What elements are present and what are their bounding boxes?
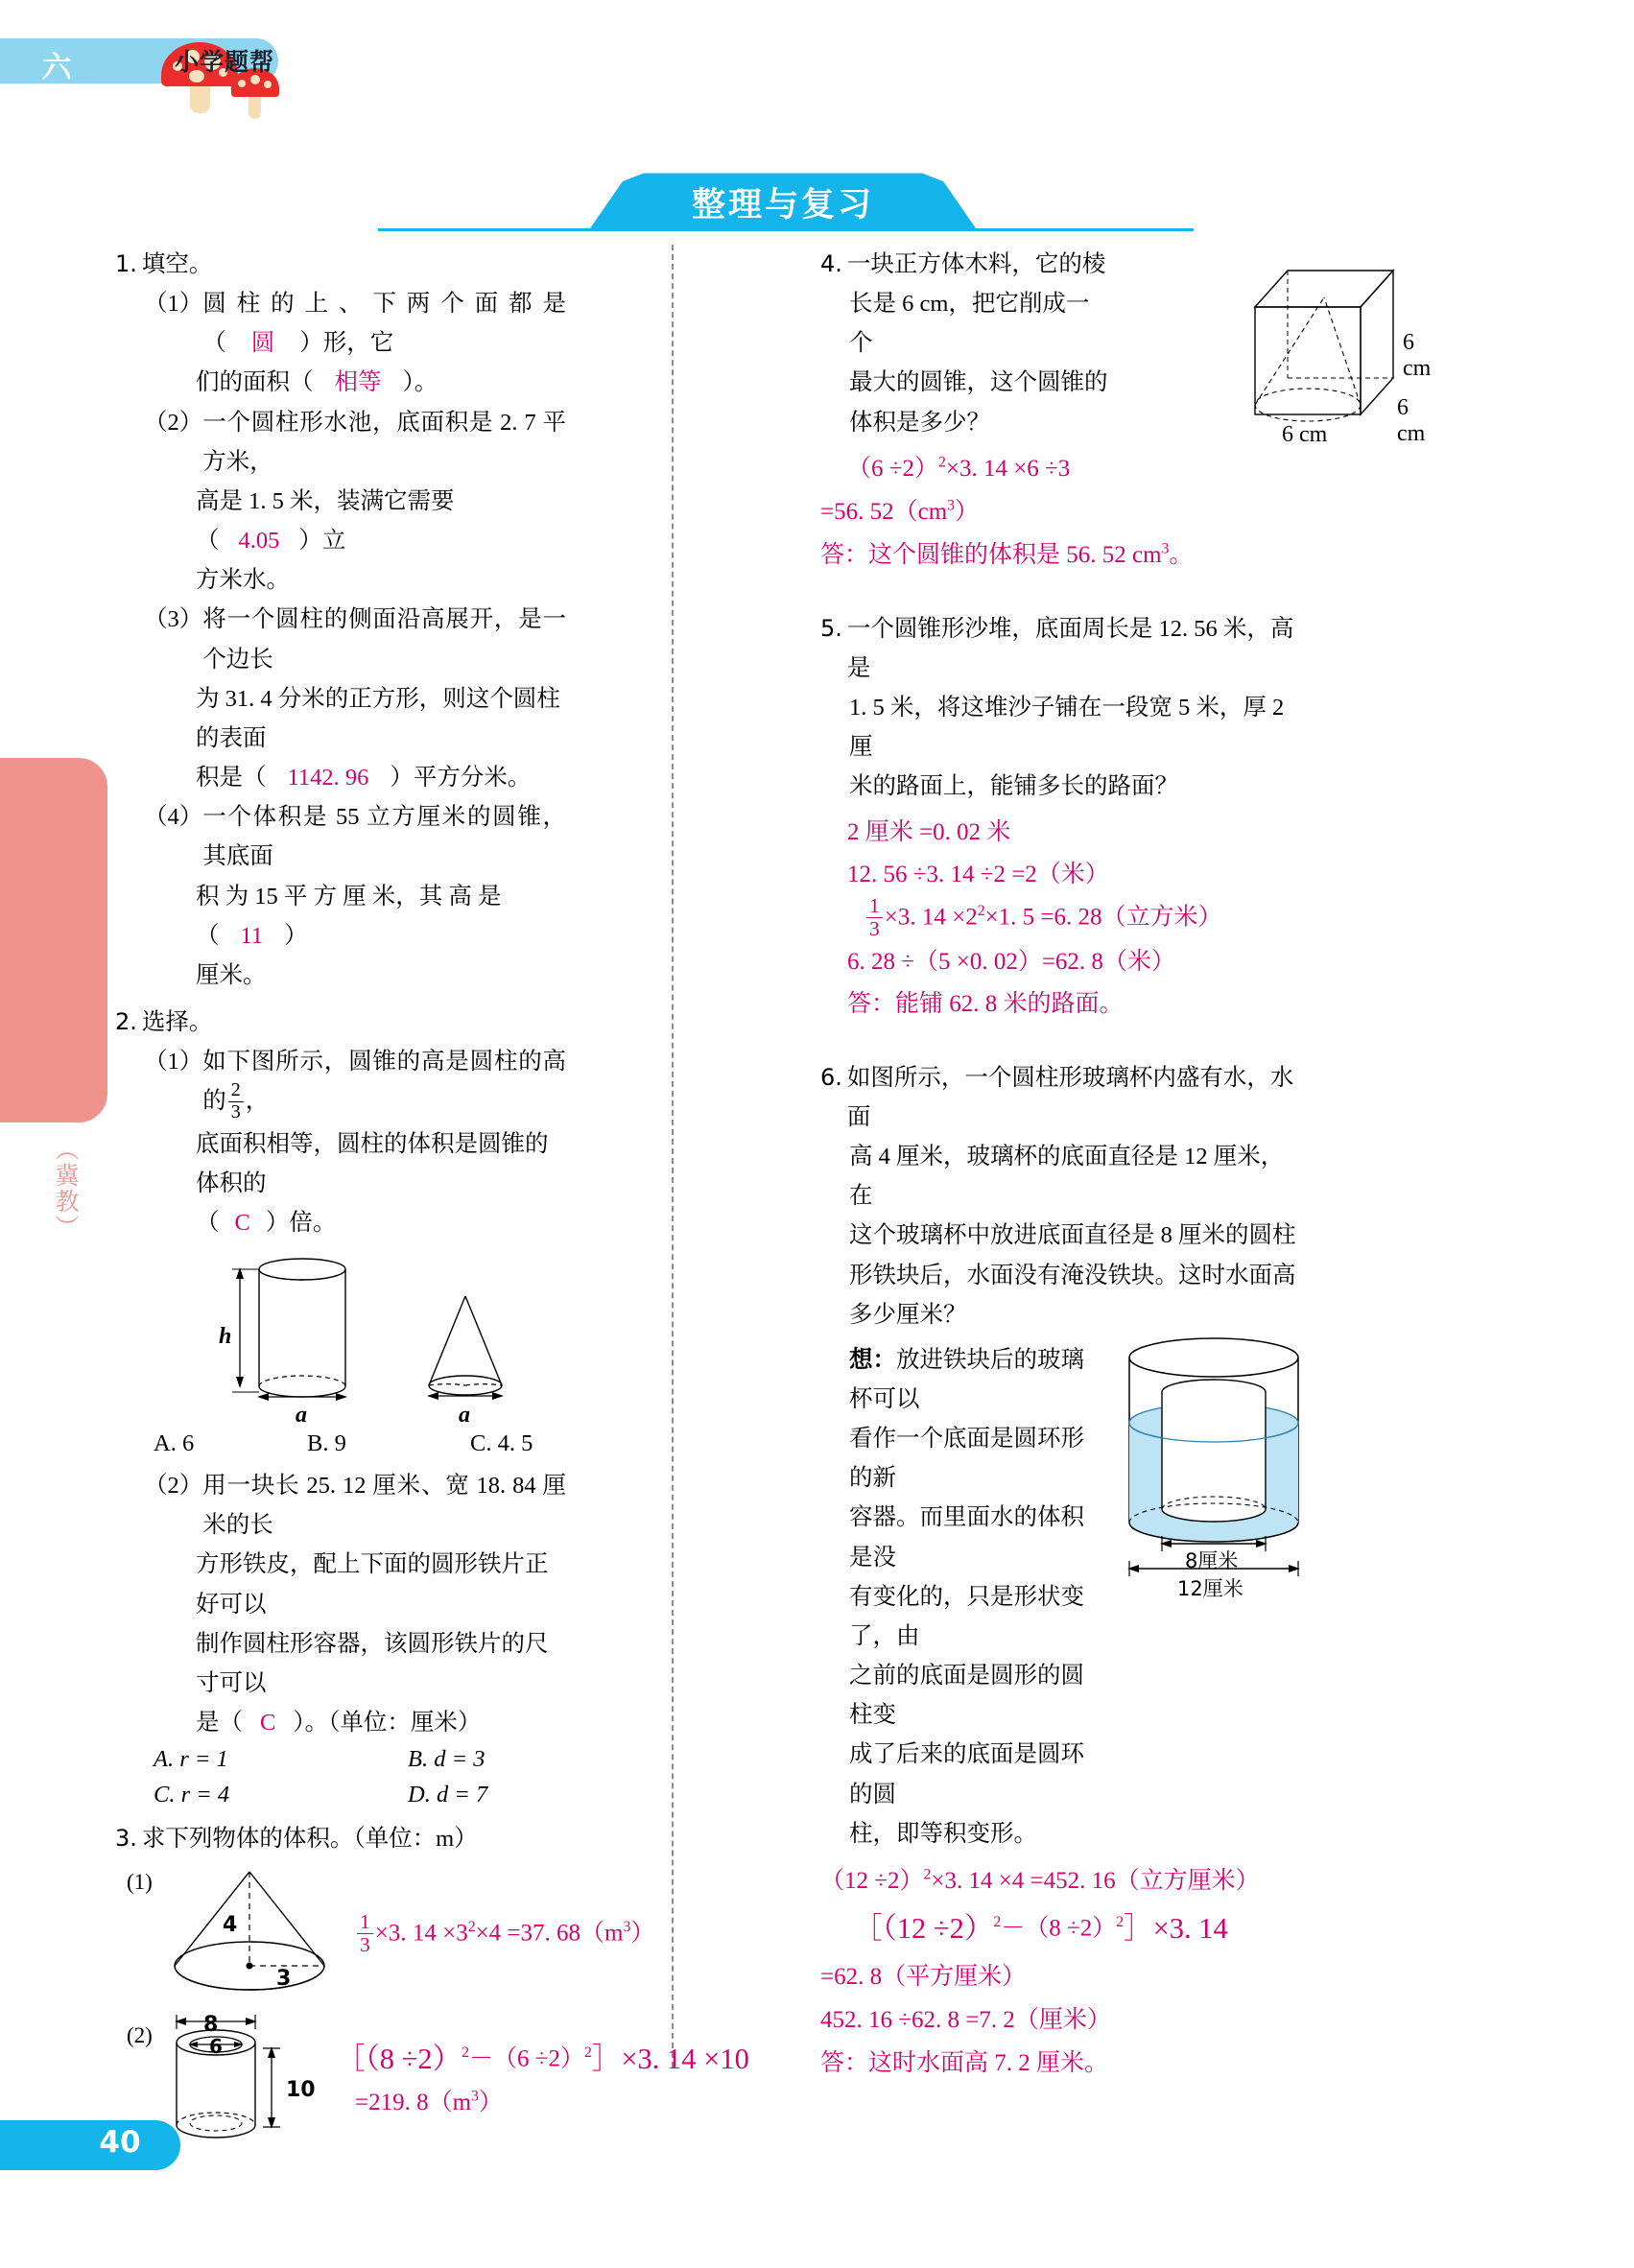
fraction-denominator: 3 xyxy=(866,917,883,940)
item-label: （1） xyxy=(144,291,203,318)
line2-b: ）。 xyxy=(402,369,438,396)
question-5-solution-line-3 xyxy=(864,893,1300,941)
cube-depth-label: 6 cm xyxy=(1397,395,1426,446)
item-label: （3） xyxy=(144,606,203,633)
question-2-item-2-line4 xyxy=(196,1703,566,1742)
right-column xyxy=(820,245,1300,2089)
question-2-number: 2. xyxy=(115,1007,137,1035)
solution-line2-end: ） xyxy=(478,2089,503,2115)
item-label: （4） xyxy=(144,804,203,831)
line3-a: （ xyxy=(196,1210,220,1237)
sol1-a: （6 ÷2） xyxy=(847,455,938,482)
question-6-solution-line-5: 答：这时水面高 7. 2 厘米。 xyxy=(820,2049,1109,2076)
page-number: 40 xyxy=(99,2125,141,2160)
item-line-1 xyxy=(202,1042,566,1124)
sol2-exp-1: 2 xyxy=(993,1913,1002,1930)
question-2-item-2-options-row1 xyxy=(154,1742,566,1778)
grade-tab xyxy=(0,758,107,1122)
think-label: 想： xyxy=(849,1346,896,1373)
solution-tail-exponent: 3 xyxy=(623,1918,631,1935)
question-3-title: 求下列物体的体积。（单位：m） xyxy=(141,1825,478,1852)
question-6-line-5: 多少厘米？ xyxy=(849,1301,967,1328)
line2-a: 们的面积（ xyxy=(196,369,314,396)
cube-height-label: 6 cm xyxy=(1403,330,1432,381)
question-2-item-1-line2: 底面积相等，圆柱的体积是圆锥的体积的 xyxy=(196,1130,549,1196)
fraction-one-third xyxy=(866,895,883,940)
fraction-numerator: 1 xyxy=(869,893,880,917)
question-6 xyxy=(820,1058,1300,2085)
solution-close: ］×3. 14 ×10 xyxy=(591,2042,749,2075)
question-1-item-4-line3: 厘米。 xyxy=(196,961,267,988)
solution-exponent: 2 xyxy=(467,1918,476,1935)
question-5-solution-line-5: 答：能铺 62. 8 米的路面。 xyxy=(847,991,1124,1017)
question-5-line-2: 1. 5 米，将这堆沙子铺在一段宽 5 米，厚 2 厘 xyxy=(849,694,1285,760)
solution-exp-1: 2 xyxy=(462,2044,469,2061)
item-line-1: 将一个圆柱的侧面沿高展开，是一个边长 xyxy=(202,606,566,673)
item-text-a: 圆柱的上、下两个面都是（ xyxy=(202,291,566,357)
brand-name: 小学题帮 xyxy=(175,48,275,76)
edition-label: （冀教） xyxy=(52,1137,80,1240)
item-line-1: 一个体积是 55 立方厘米的圆锥，其底面 xyxy=(202,804,566,870)
solution-expr: ×3. 14 ×3 xyxy=(374,1920,468,1947)
question-4-solution-line-3 xyxy=(820,533,1300,577)
question-2-item-1-line3 xyxy=(196,1203,566,1242)
think-text xyxy=(849,1340,1106,1854)
solution-line2-exp: 3 xyxy=(471,2088,479,2105)
question-3-number: 3. xyxy=(115,1824,137,1852)
think-line-7: 柱，即等积变形。 xyxy=(849,1820,1037,1847)
question-1-title: 填空。 xyxy=(141,251,213,277)
question-6-line-1: 如图所示，一个圆柱形玻璃杯内盛有水，水面 xyxy=(846,1064,1294,1130)
page-title: 整理与复习 xyxy=(691,186,874,224)
question-5-number: 5. xyxy=(820,614,842,642)
line4-b: ）。（单位：厘米） xyxy=(293,1710,482,1736)
line3-b: ）平方分米。 xyxy=(390,765,532,791)
think-line-1-text: 放进铁块后的玻璃杯可以 xyxy=(849,1346,1084,1412)
question-2-item-2-options-row2 xyxy=(154,1778,566,1813)
sol2-a: ［（12 ÷2） xyxy=(853,1911,994,1945)
question-3-sub-1 xyxy=(115,1860,655,2006)
sol3-a: 答：这个圆锥的体积是 56. 52 cm xyxy=(820,541,1162,568)
cone-figure xyxy=(154,1862,374,2006)
line2-b: ）立 xyxy=(298,528,346,555)
think-line-1 xyxy=(849,1340,1106,1419)
cylinder-diameter-label: a xyxy=(296,1403,307,1429)
think-line-3: 容器。而里面水的体积是没 xyxy=(849,1504,1084,1571)
question-6-solution-line-4: 452. 16 ÷62. 8 =7. 2（厘米） xyxy=(820,2006,1111,2033)
option-b[interactable]: B. 9 xyxy=(307,1430,346,1457)
line2-a: 积 为 15 平 方 厘 米，其 高 是（ xyxy=(196,883,502,949)
grade-tab-label: 六年级数学 · 下 xyxy=(36,51,71,314)
inner-diameter-label: 6 xyxy=(209,2034,223,2058)
question-1-item-1-line2 xyxy=(196,363,566,402)
sol1-exp: 2 xyxy=(937,454,946,471)
question-6-line-2: 高 4 厘米，玻璃杯的底面直径是 12 厘米，在 xyxy=(849,1144,1285,1210)
question-4-solution-line-2 xyxy=(820,490,1300,533)
sub-label: (2) xyxy=(127,2022,153,2047)
option-a[interactable]: A. r = 1 xyxy=(154,1746,228,1773)
fraction-one-third xyxy=(357,1911,373,1956)
question-1-item-4-line2 xyxy=(196,877,566,956)
question-1 xyxy=(115,245,566,995)
fraction-numerator: 2 xyxy=(230,1079,241,1101)
cone-radius-label: 3 xyxy=(276,1966,292,1991)
item-label: （2） xyxy=(144,409,203,436)
page-title-banner xyxy=(572,171,994,230)
question-6-solution-line-3: =62. 8（平方厘米） xyxy=(820,1963,1027,1990)
solution-mid: －（6 ÷2） xyxy=(469,2045,584,2072)
question-5-solution-line-2: 12. 56 ÷3. 14 ÷2 =2（米） xyxy=(847,862,1109,888)
solution-line2: =219. 8（m xyxy=(355,2089,472,2115)
question-6-think-block xyxy=(820,1340,1300,1854)
question-2-item-2 xyxy=(144,1466,566,1545)
think-line-4: 有变化的，只是形状变了，由 xyxy=(849,1583,1084,1649)
cylinder-cone-figure-group xyxy=(115,1250,566,1429)
question-1-item-1 xyxy=(144,284,566,363)
question-6-line-4: 形铁块后，水面没有淹没铁块。这时水面高 xyxy=(849,1262,1296,1288)
blank-answer: 相等 xyxy=(334,369,382,396)
choice-answer: C xyxy=(234,1210,250,1237)
question-1-item-3-line2: 为 31. 4 分米的正方形，则这个圆柱的表面 xyxy=(196,685,560,751)
question-3-sub-2-solution-line1 xyxy=(336,2035,749,2084)
line1-b: ， xyxy=(245,1088,270,1115)
line2-b: ） xyxy=(284,922,308,949)
question-2-item-1 xyxy=(144,1042,566,1124)
question-5 xyxy=(820,609,1300,1026)
cylinder-cone-figure xyxy=(211,1250,537,1411)
question-4-number: 4. xyxy=(820,250,842,277)
fraction-numerator: 1 xyxy=(360,1909,370,1933)
choice-answer: C xyxy=(260,1710,276,1736)
question-2 xyxy=(115,1003,566,1813)
sol3-a: ×3. 14 ×2 xyxy=(884,904,978,931)
question-2-item-2-line2: 方形铁皮，配上下面的圆形铁片正好可以 xyxy=(196,1551,549,1618)
option-c[interactable]: C. 4. 5 xyxy=(470,1430,533,1457)
question-3-sub-2 xyxy=(115,2012,749,2156)
line1-a: 如下图所示，圆锥的高是圆柱的高的 xyxy=(202,1049,566,1115)
fraction-two-thirds xyxy=(228,1080,244,1122)
line3-b: ）倍。 xyxy=(265,1210,337,1237)
question-6-number: 6. xyxy=(820,1063,842,1091)
blank-answer: 圆 xyxy=(250,330,275,357)
sol2-a: =56. 52（cm xyxy=(820,498,948,525)
left-column xyxy=(115,245,749,2160)
question-4-line-2: 长是 6 cm，把它削成一个 xyxy=(849,291,1090,357)
solution-exp-2: 2 xyxy=(583,2044,592,2061)
sub-label: (1) xyxy=(127,1869,153,1894)
sol3-b: 。 xyxy=(1169,541,1194,568)
column-divider xyxy=(672,245,674,2067)
question-3-sub-2-solution-line2 xyxy=(355,2083,503,2123)
outer-diameter-label: 12厘米 xyxy=(1177,1576,1243,1600)
question-6-line-3: 这个玻璃杯中放进底面直径是 8 厘米的圆柱 xyxy=(849,1222,1296,1249)
question-6-solution-line-2 xyxy=(853,1902,1300,1955)
line3-a: 积是（ xyxy=(196,765,267,791)
question-5-solution-line-1: 2 厘米 =0. 02 米 xyxy=(847,819,1011,846)
sol2-c: ］×3. 14 xyxy=(1124,1911,1228,1945)
cone-diameter-label: a xyxy=(459,1403,470,1429)
blank-answer: 11 xyxy=(240,922,264,949)
sol2-exp-2: 2 xyxy=(1116,1913,1125,1930)
item-label: （2） xyxy=(144,1473,203,1500)
inner-diameter-label: 8厘米 xyxy=(1185,1548,1239,1572)
question-5-solution-line-4: 6. 28 ÷（5 ×0. 02）=62. 8（米） xyxy=(847,949,1175,976)
question-1-item-3 xyxy=(144,600,566,678)
cube-with-cone-figure xyxy=(1238,261,1439,447)
question-1-number: 1. xyxy=(115,250,137,277)
item-text-b: ）形，它 xyxy=(299,330,394,357)
sol2-b: －（8 ÷2） xyxy=(1001,1915,1117,1942)
blank-answer: 1142. 96 xyxy=(287,765,369,791)
cube-width-label: 6 cm xyxy=(1282,422,1328,447)
question-2-title: 选择。 xyxy=(141,1008,213,1035)
question-2-item-2-line3: 制作圆柱形容器，该圆形铁片的尺寸可以 xyxy=(196,1630,549,1696)
blank-answer: 4.05 xyxy=(238,528,280,555)
cone-height-label: 4 xyxy=(223,1912,238,1937)
line2-a: 高是 1. 5 米，装满它需要（ xyxy=(196,487,455,555)
sol3-exp: 2 xyxy=(977,902,985,919)
question-1-item-2-line3: 方米水。 xyxy=(196,567,290,594)
question-1-item-2 xyxy=(144,403,566,482)
cylinder-height-label: h xyxy=(219,1324,232,1350)
outer-diameter-label: 8 xyxy=(203,2012,219,2037)
question-4-line-3: 最大的圆锥，这个圆锥的 xyxy=(849,369,1108,396)
solution-tail: ×4 =37. 68（m xyxy=(475,1920,624,1947)
solution-open: ［（8 ÷2） xyxy=(336,2042,462,2075)
sol1-exp: 2 xyxy=(923,1866,932,1883)
line4-a: 是（ xyxy=(196,1710,243,1736)
question-4-line-4: 体积是多少？ xyxy=(849,409,990,436)
question-1-item-2-line2 xyxy=(196,482,566,560)
question-2-item-1-options xyxy=(154,1427,566,1462)
think-line-5: 之前的底面是圆形的圆柱变 xyxy=(849,1663,1084,1729)
sol2-b: ） xyxy=(955,498,980,525)
fraction-denominator: 3 xyxy=(357,1933,373,1956)
sol3-exp: 3 xyxy=(1161,540,1170,557)
question-1-item-3-line3 xyxy=(196,758,566,797)
sol2-exp: 3 xyxy=(947,497,956,514)
question-5-line-1: 一个圆锥形沙堆，底面周长是 12. 56 米，高是 xyxy=(846,615,1294,681)
item-label: （1） xyxy=(144,1049,203,1075)
question-5-line-3: 米的路面上，能铺多长的路面？ xyxy=(849,773,1178,800)
question-3-sub-1-solution xyxy=(355,1909,655,1957)
option-c[interactable]: C. r = 4 xyxy=(154,1781,230,1807)
sol1-a: （12 ÷2） xyxy=(820,1867,924,1894)
question-4-solution-line-1 xyxy=(847,448,1300,490)
sol3-b: ×1. 5 =6. 28（立方米） xyxy=(984,904,1222,931)
item-body xyxy=(202,284,566,363)
think-line-2: 看作一个底面是圆环形的新 xyxy=(849,1426,1084,1492)
think-line-6: 成了后来的底面是圆环的圆 xyxy=(849,1741,1084,1807)
solution-end: ） xyxy=(630,1920,655,1947)
question-4-line-1: 一块正方体木料，它的棱 xyxy=(846,251,1106,277)
item-line-1: 一个圆柱形水池，底面积是 2. 7 平方米， xyxy=(202,409,566,475)
question-4 xyxy=(820,245,1300,577)
question-1-item-4 xyxy=(144,797,566,876)
option-a[interactable]: A. 6 xyxy=(154,1430,195,1457)
sol1-b: ×3. 14 ×6 ÷3 xyxy=(945,455,1071,482)
sol1-b: ×3. 14 ×4 =452. 16（立方厘米） xyxy=(931,1867,1260,1894)
option-b[interactable]: B. d = 3 xyxy=(408,1746,485,1773)
question-3 xyxy=(115,1819,749,2156)
hollow-cylinder-figure xyxy=(159,2012,351,2154)
option-d[interactable]: D. d = 7 xyxy=(408,1781,488,1807)
fraction-denominator: 3 xyxy=(228,1101,244,1123)
banner-underline xyxy=(378,228,1194,231)
question-6-solution-line-1 xyxy=(820,1859,1300,1902)
item-line-1: 用一块长 25. 12 厘米、宽 18. 84 厘米的长 xyxy=(202,1473,566,1539)
cylinder-height-label: 10 xyxy=(286,2077,316,2102)
